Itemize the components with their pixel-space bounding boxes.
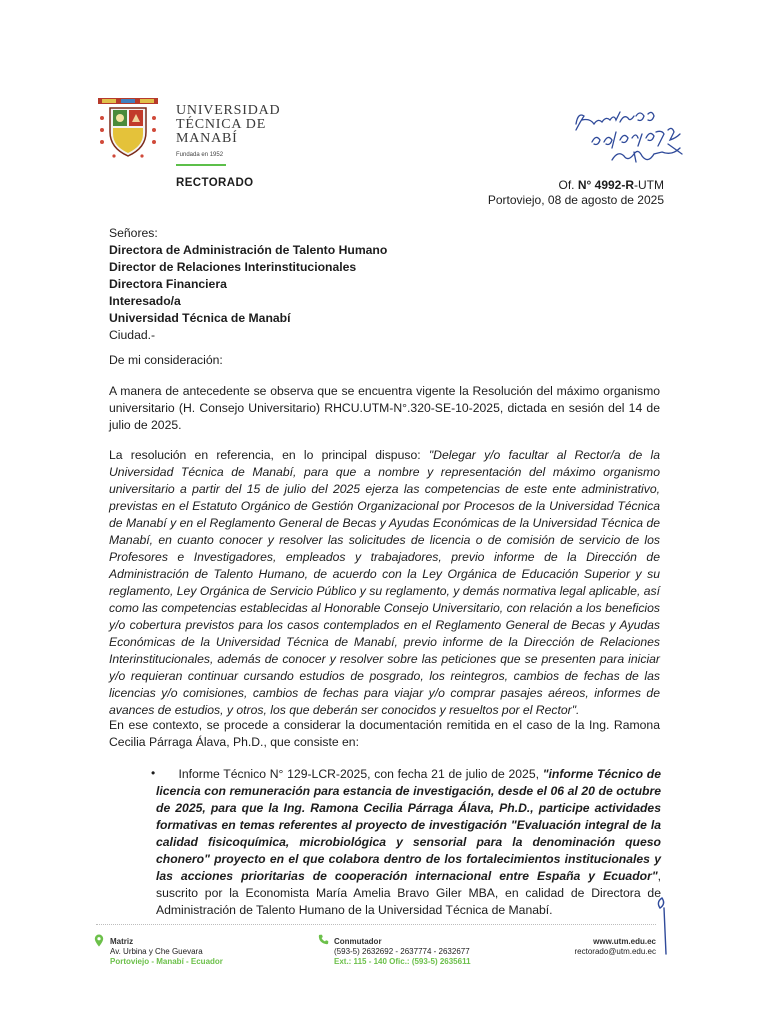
paragraph-context: En ese contexto, se procede a considerar la documentación remitida en el caso de la Ing. Ramona Cecilia Párraga Álava, Ph.D., que consiste en: — [109, 718, 660, 749]
city-line: Ciudad.- — [109, 328, 156, 342]
office-number-value: N° 4992-R — [577, 178, 634, 192]
footer-matriz-address: Av. Urbina y Che Guevara — [110, 947, 203, 956]
university-name-line-3: MANABÍ — [176, 131, 238, 146]
bullet-report-title: "informe Técnico de licencia con remuneración para estancia de investigación, desde el 06 al 20 de octubre de 2025, para que la Ing. Ramona Cecilia Párraga Álava, Ph.D., participe actividades formativas en temas referentes al proyecto de investigación "Evaluación integral de la calidad fisicoquímica, microbiológica y sensorial para la denominación queso chonero" proyecto en el que colabora dentro de los fortalecimientos institucionales y las acciones prioritarias de cooperación internacional entre España y Ecuador" — [156, 767, 661, 883]
footer-conmutador-ext: Ext.: 115 - 140 Ofic.: (593-5) 2635611 — [334, 957, 471, 966]
footer-matriz-title: Matriz — [110, 937, 134, 946]
bullet-lead: Informe Técnico N° 129-LCR-2025, con fecha 21 de julio de 2025, — [178, 767, 543, 781]
university-seal-logo — [96, 96, 160, 160]
resolution-quote: "Delegar y/o facultar al Rector/a de la Universidad Técnica de Manabí, para que a nombre y representación del máximo organismo universitario a partir del 15 de julio del 2025 ejerza las competencias de este ente administrativo, previstas en el Estatuto Orgánico de Gestión Organizacional por Procesos de la Universidad Técnica de Manabí y en el Reglamento General de Becas y Ayudas Económicas de la Universidad Técnica de Manabí, en cuanto conocer y resolver las solicitudes de licencia o de comisión de servicio de los Profesores e Investigadores, empleados y trabajadores, previo informe de la Dirección de Administración de Talento Humano, de acuerdo con la Ley Orgánica de Educación Superior y su reglamento, Ley Orgánica de Servicio Público y su reglamento, y demás normativa legal aplicable, así como las competencias establecidas al Honorable Consejo Universitario, con relación a los beneficios y/o cobertura previstos para los casos contemplados en el Reglamento General de Becas y Ayudas Económicas de la Universidad Técnica de Manabí, previo informe de la Dirección de Relaciones Interinstitucionales, además de conocer y resolver sobre las peticiones que se presenten para iniciar y/o requieran continuar cursando estudios de posgrado, los reintegros, cambios de fechas de las licencias y/o comisiones, cambios de fechas para viajar y/o comprar pasajes aéreos, informes de avances de estudios, y otros, los que deberán ser conocidos y resueltos por el Rector". — [109, 448, 660, 717]
place-date: Portoviejo, 08 de agosto de 2025 — [487, 193, 664, 207]
header-divider — [176, 164, 226, 166]
recipient-line: Interesado/a — [109, 294, 181, 308]
footer-switchboard — [334, 937, 471, 967]
recipient-line: Universidad Técnica de Manabí — [109, 311, 291, 325]
location-pin-icon — [94, 934, 104, 947]
office-number-prefix: Of. — [558, 178, 578, 192]
department-title: RECTORADO — [176, 177, 254, 189]
university-name-line-2: TÉCNICA DE — [176, 117, 267, 132]
office-number — [559, 178, 665, 192]
recipient-line: Director de Relaciones Interinstitucionales — [109, 260, 357, 274]
footer-conmutador-title: Conmutador — [334, 937, 382, 946]
office-number-suffix: -UTM — [634, 178, 664, 192]
phone-icon — [318, 934, 329, 945]
recipient-line: Directora Financiera — [109, 277, 227, 291]
footer-divider — [96, 924, 656, 925]
greeting: Señores: — [109, 226, 158, 240]
resolution-lead: La resolución en referencia, en lo principal dispuso: — [109, 448, 429, 462]
university-name-line-1: UNIVERSIDAD — [176, 103, 281, 118]
university-name — [176, 104, 280, 162]
bullet-marker: • — [151, 766, 156, 780]
footer-website[interactable]: www.utm.edu.ec — [593, 937, 656, 946]
footer-matriz-city: Portoviejo - Manabí - Ecuador — [110, 957, 223, 966]
bullet-tail: , suscrito por la Economista María Amelia Bravo Giler MBA, en calidad de Directora de Administración de Talento Humano de la Universidad Técnica de Manabí. — [156, 869, 661, 917]
recipients-block — [109, 225, 660, 344]
footer-conmutador-numbers: (593-5) 2632692 - 2637774 - 2632677 — [334, 947, 470, 956]
handwritten-receipt-mark — [572, 104, 692, 168]
footer-contact — [575, 937, 657, 957]
recipient-line: Directora de Administración de Talento Humano — [109, 243, 388, 257]
footer-email[interactable]: rectorado@utm.edu.ec — [574, 947, 656, 956]
footer-headquarters — [110, 937, 223, 967]
founded-year: Fundada en 1952 — [176, 152, 224, 158]
consideration-line: De mi consideración: — [109, 353, 223, 367]
paragraph-resolution — [109, 447, 660, 719]
paragraph-antecedent: A manera de antecedente se observa que se encuentra vigente la Resolución del máximo organismo universitario (H. Consejo Universitario) RHCU.UTM-N°.320-SE-10-2025, dictada en sesión del 14 de julio de 2025. — [109, 384, 660, 432]
bullet-item-technical-report — [156, 766, 661, 919]
